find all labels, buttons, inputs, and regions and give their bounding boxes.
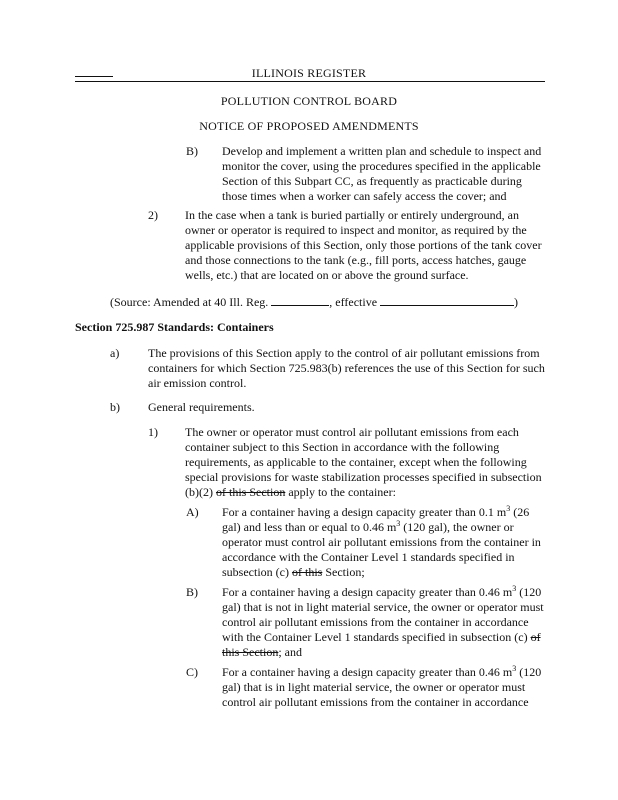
source-suffix: )	[514, 295, 519, 309]
notice-title: NOTICE OF PROPOSED AMENDMENTS	[199, 119, 419, 133]
item-b1-text-before: The owner or operator must control air pollutant emissions from each container subject to this Section in accordance with the following requirements, as applicable to the container, except when the following special provisions for waste stabilization processes specified in subsection (b)(2)	[185, 425, 542, 499]
item-a-label: a)	[110, 346, 120, 360]
item-A-part4: Section;	[322, 565, 365, 579]
item-b-text: General requirements.	[148, 400, 255, 414]
register-blank	[271, 294, 329, 306]
source-prefix: (Source: Amended at 40 Ill. Reg.	[110, 295, 272, 309]
item-2-label: 2)	[148, 208, 158, 222]
item-A-sup1: 3	[506, 504, 511, 513]
item-a-text: The provisions of this Section apply to the control of air pollutant emissions from containers for which Section 725.983(b) references the use of this Section for such air emission control.	[148, 346, 545, 390]
item-B-sup1: 3	[512, 584, 517, 593]
item-b-label: b)	[110, 400, 120, 414]
item-C-text	[222, 665, 548, 710]
item-B-label: B)	[186, 585, 198, 599]
item-B-part2: (120 gal) that is not in light material service, the owner or operator must control air pollutant emissions from the container in accordance with the Container Level 1 standards specified in subsection (c)	[222, 585, 544, 644]
register-title: ILLINOIS REGISTER	[251, 66, 367, 80]
item-C-label: C)	[186, 665, 198, 679]
item-B-text	[222, 585, 548, 660]
item-A-text	[222, 505, 548, 580]
item-A-part3: (120 gal), the owner or operator must control air pollutant emissions from the container in accordance with the Container Level 1 standards specified in subsection (c)	[222, 520, 541, 579]
source-middle: , effective	[329, 295, 381, 309]
item-B-struck: of this Section	[222, 630, 541, 659]
source-line	[110, 294, 550, 310]
board-title: POLLUTION CONTROL BOARD	[220, 94, 398, 108]
effective-blank	[380, 294, 514, 306]
section-heading: Section 725.987 Standards: Containers	[75, 320, 274, 334]
item-C-part2: (120 gal) that is in light material service, the owner or operator must control air pollutant emissions from the container in accordance	[222, 665, 542, 709]
item-A-label: A)	[186, 505, 199, 519]
item-B-top-label: B)	[186, 144, 198, 158]
item-b1-text	[185, 425, 548, 500]
item-C-sup1: 3	[512, 664, 517, 673]
item-B-part1: For a container having a design capacity greater than 0.46 m	[222, 585, 513, 599]
item-2-text: In the case when a tank is buried partially or entirely underground, an owner or operator is required to inspect and monitor, as required by the applicable provisions of this Section, only those portions of the tank cover and those connections to the tank (e.g., fill ports, access hatches, gauge wells, etc.) that are located on or above the ground surface.	[185, 208, 542, 282]
item-A-part1: For a container having a design capacity greater than 0.1 m	[222, 505, 507, 519]
item-B-part3: ; and	[278, 645, 303, 659]
item-A-sup2: 3	[396, 519, 401, 528]
item-b1-text-after: apply to the container:	[285, 485, 396, 499]
item-B-top-text: Develop and implement a written plan and schedule to inspect and monitor the cover, using the procedures specified in the applicable Section of this Subpart CC, as frequently as practicable during those times when a worker can safely access the cover; and	[222, 144, 542, 203]
item-A-struck: of this	[291, 565, 323, 579]
item-b1-label: 1)	[148, 425, 158, 439]
item-A-part2: (26 gal) and less than or equal to 0.46 m	[222, 505, 530, 534]
header-rule	[75, 81, 545, 82]
item-b1-struck: of this Section	[215, 485, 286, 499]
item-C-part1: For a container having a design capacity greater than 0.46 m	[222, 665, 513, 679]
